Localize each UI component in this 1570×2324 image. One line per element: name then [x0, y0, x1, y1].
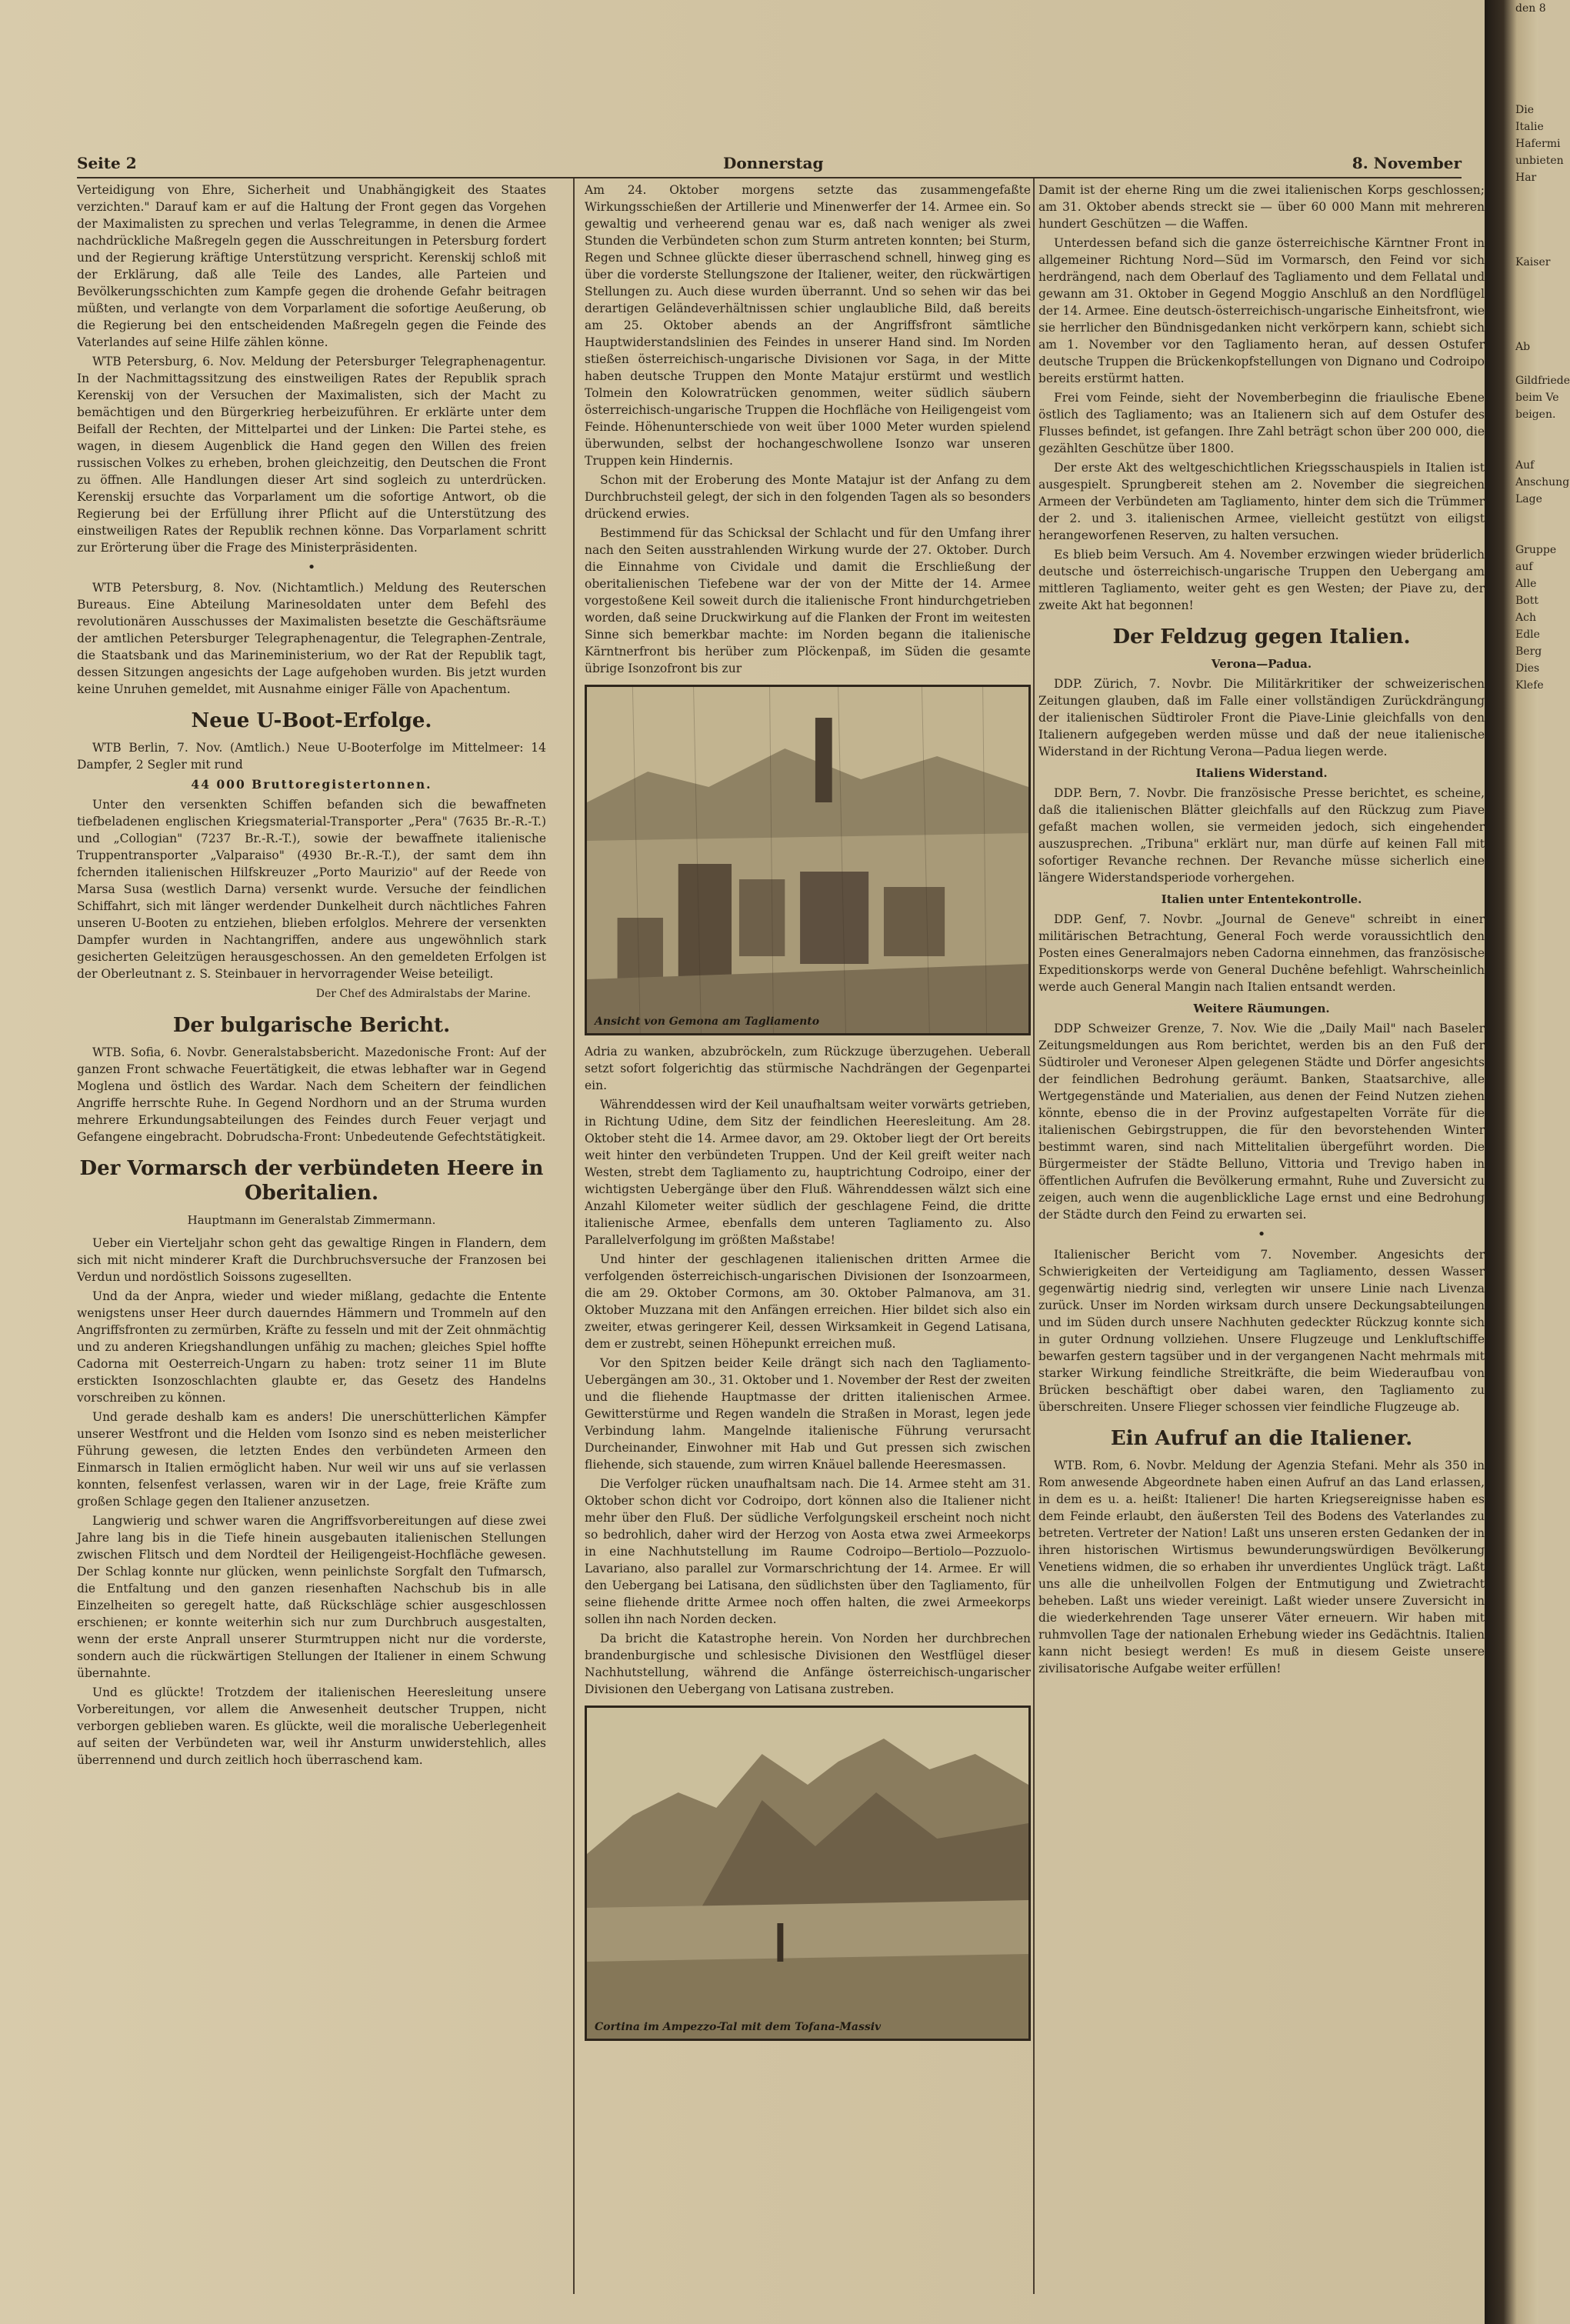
edge-fragment	[1515, 440, 1538, 457]
illustration-caption: Ansicht von Gemona am Tagliamento	[595, 1015, 820, 1028]
weekday: Donnerstag	[723, 154, 824, 172]
page-header	[77, 151, 1462, 178]
headline-uboot: Neue U-Boot-Erfolge.	[191, 709, 432, 732]
edge-fragment	[1515, 508, 1538, 525]
issue-date: 8. November	[1352, 154, 1462, 172]
edge-fragment	[1515, 305, 1538, 322]
illustration-caption: Cortina im Ampezzo-Tal mit dem Tofana-Massiv	[595, 2021, 882, 2033]
column-2	[585, 182, 1031, 2289]
edge-fragment: beigen.	[1515, 408, 1556, 421]
edge-fragment	[1515, 51, 1538, 68]
edge-fragment: Hafermi	[1515, 138, 1561, 150]
article-paragraph: Adria zu wanken, abzubröckeln, zum Rückzuge überzugehen. Ueberall setzt sofort folgerichtig das stürmische Nachdrängen der Gegenpartei ein.	[585, 1045, 1031, 1092]
edge-fragment: Bott	[1515, 595, 1538, 607]
edge-fragment	[1515, 34, 1538, 51]
article-paragraph: WTB Berlin, 7. Nov. (Amtlich.) Neue U-Booterfolge im Mittelmeer: 14 Dampfer, 2 Segler mit rund	[77, 741, 546, 772]
article-paragraph: Und es glückte! Trotzdem der italienischen Heeresleitung unsere Vorbereitungen, vor allem die Anwesenheit deutscher Truppen, nicht verborgen geblieben waren. Es glückte, weil die moralische Ueberlegenheit auf seiten der Verbündeten war, weil ihr Ansturm unwiderstehlich, alles überrennend und durch zeitlich hoch überraschend kam.	[77, 1685, 546, 1767]
column-1	[77, 182, 546, 2289]
headline-vormarsch: Der Vormarsch der verbündeten Heere in Oberitalien.	[79, 1157, 544, 1205]
edge-fragment: den 8	[1515, 2, 1546, 15]
article-paragraph: Währenddessen wird der Keil unaufhaltsam weiter vorwärts getrieben, in Richtung Udine, dem Sitz der feindlichen Heeresleitung. Am 28. Oktober steht die 14. Armee davor, am 29. Oktober liegt der Ort bereits weit hinter den verbündeten Truppen. Und der Keil greift weiter nach Westen, strebt dem Tagliamento zu, hauptrichtung Codroipo, einer der wichtigsten Uebergänge über den Fluß. Währenddessen wälzt sich eine Anzahl Kilometer weiter südlich der geschlagene Feind, die dritte italienische Armee, ebenfalls dem unteren Tagliamento zu. Also Parallelverfolgung im größten Maßstabe!	[585, 1098, 1031, 1247]
article-paragraph: WTB Petersburg, 6. Nov. Meldung der Petersburger Telegraphenagentur. In der Nachmittagssitzung des einstweiligen Rates der Republik sprach Kerenskij von der Versuchen der Maximalisten, sich der Macht zu bemächtigen und den Bürgerkrieg herbeizuführen. Er erklärte unter dem Beifall der Rechten, der Mittelpartei und der Linken: Die Partei stehe, es wagen, in diesem Augenblick die Hand gegen den Willen des freien russischen Volkes zu erheben, brohen gleichzeitig, den Deutschen die Front zu öffnen. Alle Handlungen dieser Art sind sogleich zu unterdrücken. Kerenskij ersuchte das Vorparlament um die sofortige Antwort, ob die Regierung bei der Erfüllung ihrer Pflicht auf die Unterstützung des einstweiligen Rates der Republik rechnen könne. Das Vorparlament schritt zur Erörterung über die Frage des Ministerpräsidenten.	[77, 355, 546, 555]
article-paragraph: DDP. Genf, 7. Novbr. „Journal de Geneve" schreibt in einer militärischen Betrachtung, General Foch werde voraussichtlich den Posten eines Generalmajors neben Cadorna einnehmen, das französische Expeditionskorps werde von General Duchêne befehligt. Wahrscheinlich werde auch General Mangin nach Italien entsandt werden.	[1038, 912, 1485, 994]
signature: Der Chef des Admiralstabs der Marine.	[315, 988, 531, 1000]
edge-fragment	[1515, 423, 1538, 440]
edge-fragment	[1515, 322, 1538, 338]
edge-fragment: Auf	[1515, 459, 1535, 472]
headline-aufruf: Ein Aufruf an die Italiener.	[1110, 1427, 1413, 1450]
edge-fragment: unbieten	[1515, 155, 1564, 167]
edge-fragment: Gruppe	[1515, 544, 1557, 556]
edge-fragment	[1515, 85, 1538, 102]
illustration-cortina	[585, 1705, 1031, 2041]
edge-fragment: Ab	[1515, 341, 1531, 353]
edge-fragment: Ach	[1515, 612, 1536, 624]
edge-fragment: Klefe	[1515, 679, 1544, 692]
article-paragraph: Frei vom Feinde, sieht der Novemberbeginn die friaulische Ebene östlich des Tagliamento; was an Italienern sich auf dem Ostufer des Flusses befindet, ist gefangen. Ihre Zahl beträgt schon über 200 000, die gezählten Geschütze über 1800.	[1038, 391, 1485, 455]
article-paragraph: Unter den versenkten Schiffen befanden sich die bewaffneten tiefbeladenen englischen Kriegsmaterial-Transporter „Pera" (7635 Br.-R.-T.) und „Collogian" (7237 Br.-R.-T.), sowie der bewaffnete italienische Truppentransporter „Valparaiso" (4930 Br.-R.-T.), der samt dem ihn fchernden italienischen Hilfskreuzer „Porto Maurizio" auf der Reede von Marsa Susa (westlich Darna) versenkt wurde. Versuche der feindlichen Schiffahrt, sich mit länger werdender Dunkelheit durch nächtliches Fahren unseren U-Booten zu entziehen, blieben erfolglos. Mehrere der versenkten Dampfer wurden in Nachtangriffen, andere aus ungewöhnlich stark gesicherten Geleitzügen herausgeschossen. An den gemeldeten Erfolgen ist der Oberleutnant z. S. Steinbauer in hervorragender Weise beteiligt.	[77, 798, 546, 981]
article-paragraph: WTB Petersburg, 8. Nov. (Nichtamtlich.) Meldung des Reuterschen Bureaus. Eine Abteilung Marinesoldaten unter dem Befehl des revolutionären Ausschusses der Maximalisten besetzte die Geschäftsräume der amtlichen Petersburger Telegraphenagentur, die Telegraphen-Zentrale, die Staatsbank und das Marineministerium, wo der Rat der Republik tagt, dessen Sitzungen angesichts der Lage aufgehoben wurden. Bis jetzt wurden keine Unruhen gemeldet, mit Ausnahme einiger Fälle von Apachentum.	[77, 581, 546, 696]
headline-bulgarian-report: Der bulgarische Bericht.	[172, 1014, 451, 1037]
tonnage-line: 44 000 Bruttoregistertonnen.	[191, 777, 432, 792]
subheading: Verona—Padua.	[1211, 657, 1312, 671]
edge-fragment	[1515, 186, 1538, 203]
article-paragraph: Es blieb beim Versuch. Am 4. November erzwingen wieder brüderlich deutsche und österreichisch-ungarische Truppen den Uebergang am mittleren Tagliamento, weiter geht es gen Westen; der Piave zu, der zweite Akt hat begonnen!	[1038, 548, 1485, 612]
page-number: Seite 2	[77, 154, 137, 172]
edge-fragment	[1515, 525, 1538, 542]
facing-page-fragments	[1515, 0, 1570, 694]
edge-fragment: beim Ve	[1515, 392, 1559, 404]
article-paragraph: WTB. Sofia, 6. Novbr. Generalstabsbericht. Mazedonische Front: Auf der ganzen Front schwache Feuertätigkeit, die etwas lebhafter war in Gegend Moglena und östlich des Wardar. Nach dem Scheitern der feindlichen Angriffe herrschte Ruhe. In Gegend Nordhorn und an der Struma wurden mehrere Erkundungsabteilungen des Feindes durch Feuer verjagt und Gefangene eingebracht. Dobrudscha-Front: Unbedeutende Gefechtstätigkeit.	[77, 1045, 546, 1144]
edge-fragment: Die	[1515, 104, 1534, 116]
edge-fragment: auf	[1515, 561, 1533, 573]
edge-fragment: Edle	[1515, 629, 1540, 641]
article-paragraph: Verteidigung von Ehre, Sicherheit und Unabhängigkeit des Staates verzichten." Darauf kam er auf die Haltung der Front gegen das Vorgehen der Maximalisten zu sprechen und verlas Telegramme, in denen die Armee nachdrückliche Maßregeln gegen die Ausschreitungen in Petersburg fordert und der Regierung kräftige Unterstützung verspricht. Kerenskij schloß mit der Erklärung, daß alle Teile des Landes, alle Parteien und Bevölkerungsschichten zum Kampfe gegen die drohende Gefahr beitragen müßten, und verlangte von dem Vorparlament die sofortige Aeußerung, ob die Regierung bei den entscheidenden Maßregeln gegen die Feinde des Vaterlandes auf seine Hilfe zählen könne.	[77, 183, 546, 349]
edge-fragment: Kaiser	[1515, 256, 1551, 268]
town-illustration	[587, 687, 1028, 1033]
article-paragraph: Die Verfolger rücken unaufhaltsam nach. Die 14. Armee steht am 31. Oktober schon dicht vor Codroipo, dort können also die Italiener nicht mehr über den Fluß. Der südliche Verfolgungskeil erscheint noch nicht so bedrohlich, daher wird der Herzog von Aosta etwa zwei Armeekorps in eine Nachhutstellung im Raume Codroipo—Bertiolo—Pozzuolo-Lavariano, also parallel zur Vormarschrichtung der 14. Armee. Er will den Uebergang bei Latisana, den südlichsten über den Tagliamento, für seine fliehende dritte Armee noch offen halten, die zwei Armeekorps sollen ihn nach Norden decken.	[585, 1477, 1031, 1626]
column-rule	[1033, 178, 1035, 2294]
edge-fragment	[1515, 220, 1538, 237]
article-paragraph: DDP. Bern, 7. Novbr. Die französische Presse berichtet, es scheine, daß die italienischen Blätter gleichfalls auf den Rückzug zum Piave gefaßt machen wollen, sie vermeiden jedoch, sich eingehender auszusprechen. „Tribuna" erklärt nur, man dürfe auf keinen Fall mit sofortiger Revanche rechnen. Der Revanche müsse sicherlich eine längere Widerstandsperiode vorhergehen.	[1038, 786, 1485, 885]
article-paragraph: Am 24. Oktober morgens setzte das zusammengefaßte Wirkungsschießen der Artillerie und Minenwerfer der 14. Armee ein. So gewaltig und verheerend genau war es, daß nach weniger als zwei Stunden die Verbündeten schon zum Sturm antreten konnten; bei Sturm, Regen und Schnee glückte dieser überraschend schnell, hinweg ging es über die vorderste Stellungszone der Italiener, weiter, den rückwärtigen Stellungen zu. Auch diese wurden überrannt. Und so sehen wir das bei derartigen Geländeverhältnissen schier unglaubliche Bild, daß bereits am 25. Oktober abends an der Angriffsfront sämtliche Hauptwiderstandslinien des Feindes in unserer Hand sind. Im Norden stießen österreichisch-ungarische Divisionen vor Saga, in der Mitte haben deutsche Truppen den Monte Matajur erstürmt und westlich Tolmein den Kolowratrücken genommen, weiter südlich säubern österreichisch-ungarische Truppen die Hochfläche von Heiligengeist vom Feinde. Höhenunterschiede von weit über 1000 Meter wurden spielend überwunden, selbst der hochangeschwollene Isonzo war unseren Truppen kein Hindernis.	[585, 183, 1031, 468]
subheading: Italien unter Ententekontrolle.	[1161, 892, 1362, 906]
mountain-illustration	[587, 1708, 1028, 2039]
article-paragraph: Bestimmend für das Schicksal der Schlacht und für den Umfang ihrer nach den Seiten ausstrahlenden Wirkung wurde der 27. Oktober. Durch die Einnahme von Cividale und damit die Erschließung der oberitalienischen Tiefebene war der von der Mitte der 14. Armee vorgestoßene Keil soweit durch die italienische Front hindurchgetrieben worden, daß seine Druckwirkung auf die Flanken der Front im weitesten Sinne sich bemerkbar machte: im Norden begann die italienische Kärntnerfront bis herüber zum Plöckenpaß, im Süden die gesamte übrige Isonzofront bis zur	[585, 526, 1031, 675]
column-rule	[573, 178, 575, 2294]
article-paragraph: Langwierig und schwer waren die Angriffsvorbereitungen auf diese zwei Jahre lang bis in die Tiefe hinein ausgebauten italienischen Stellungen zwischen Flitsch und dem Nordteil der Heiligengeist-Hochfläche gewesen. Der Schlag konnte nur glücken, wenn peinlichste Sorgfalt den Tufmarsch, die Entfaltung und den ganzen riesenhaften Nachschub bis in alle Einzelheiten so geregelt hatte, daß Rückschläge schier ausgeschlossen erschienen; er konnte weiterhin sich nur zum Durchbruch ausgestalten, wenn der erste Anprall unserer Sturmtruppen nicht nur die vorderste, sondern auch die rückwärtigen Stellungen der Italiener in einem Schwung übernahnte.	[77, 1514, 546, 1680]
subheading: Italiens Widerstand.	[1195, 766, 1328, 780]
article-paragraph: WTB. Rom, 6. Novbr. Meldung der Agenzia Stefani. Mehr als 350 in Rom anwesende Abgeordnete haben einen Aufruf an das Land erlassen, in dem es u. a. heißt: Italiener! Die harten Kriegsereignisse haben es dem Feinde erlaubt, den äußersten Teil des Bodens des Vaterlandes zu betreten. Vertreter der Nation! Laßt uns unseren ersten Gedanken der in ihren historischen Wirtismus bewunderungswürdigen Bevölkerung Venetiens widmen, die so erhaben ihr unverdientes Unglück trägt. Laßt uns alle die unheilvollen Folgen der Entmutigung und Zwietracht beheben. Laßt uns wieder vereinigt. Laßt wieder unsere Zuversicht in die wiederkehrenden Tage unserer Väter erneuern. Wir haben mit ruhmvollen Tage der nationalen Erhebung wieder ins Gedächtnis. Italien kann nicht besiegt werden! Es muß in diesem Geiste unsere zivilisatorische Aufgabe weiter erfüllen!	[1038, 1459, 1485, 1675]
edge-fragment: Lage	[1515, 493, 1542, 505]
edge-fragment: Anschung	[1515, 476, 1570, 488]
edge-fragment	[1515, 68, 1538, 85]
illustration-gemona	[585, 685, 1031, 1035]
headline-feldzug: Der Feldzug gegen Italien.	[1112, 625, 1411, 649]
article-paragraph: Und da der Anpra, wieder und wieder mißlang, gedachte die Entente wenigstens unser Heer durch dauerndes Hämmern und Trommeln auf den Angriffsfronten zu zermürben, Kräfte zu fesseln und mit der Zeit ohnmächtig und zu anderen Kriegshandlungen unfähig zu machen; gleiches Spiel hoffte Cadorna mit Oesterreich-Ungarn zu haben: trotz seiner 11 im Blute erstickten Isonzoschlachten glaubte er, das Gesetz des Handelns vorschreiben zu können.	[77, 1289, 546, 1405]
article-paragraph: Vor den Spitzen beider Keile drängt sich nach den Tagliamento-Uebergängen am 30., 31. Oktober und 1. November der Rest der zweiten und die fliehende Hauptmasse der dritten italienischen Armee. Gewitterstürme und Regen wandeln die Straßen in Morast, legen jede Verbindung lahm. Mangelnde italienische Führung verursacht Durcheinander, Einwohner mit Hab und Gut pressen sich zwischen fliehende, sich stauende, zum wirren Knäuel ballende Heeresmassen.	[585, 1356, 1031, 1472]
byline: Hauptmann im Generalstab Zimmermann.	[187, 1213, 436, 1227]
edge-fragment	[1515, 17, 1538, 34]
edge-fragment	[1515, 237, 1538, 254]
edge-fragment	[1515, 271, 1538, 288]
article-paragraph: Ueber ein Vierteljahr schon geht das gewaltige Ringen in Flandern, dem sich mit nicht minderer Kraft die Durchbruchsversuche der Franzosen bei Verdun und nordöstlich Soissons zugesellten.	[77, 1236, 546, 1284]
article-paragraph: DDP. Zürich, 7. Novbr. Die Militärkritiker der schweizerischen Zeitungen glauben, daß im Falle einer vollständigen Zurückdrängung der italienischen Südtiroler Front die Piave-Linie gleichfalls von den Italienern aufgegeben werden müsse und daß der neue italienische Widerstand in der Richtung Verona—Padua liegen werde.	[1038, 677, 1485, 759]
edge-fragment: Gildfriede	[1515, 375, 1570, 387]
edge-fragment: Italie	[1515, 121, 1544, 133]
edge-fragment	[1515, 355, 1538, 372]
article-paragraph: Unterdessen befand sich die ganze österreichische Kärntner Front in allgemeiner Richtung Nord—Süd im Vormarsch, den Feind vor sich herdrängend, nach dem Oberlauf des Tagliamento und dem Fellatal und gewann am 31. Oktober in Gegend Moggio Anschluß an den Nordflügel der 14. Armee. Eine deutsch-österreichisch-ungarische Einheitsfront, wie sie herrlicher den Bündnisgedanken nicht verkörpern kann, schiebt sich am 1. November vor den Tagliamento heran, auf dessen Ostufer deutsche Truppen die Brückenkopfstellungen von Dignano und Codroipo bereits erstürmt hatten.	[1038, 236, 1485, 385]
article-paragraph: Der erste Akt des weltgeschichtlichen Kriegsschauspiels in Italien ist ausgespielt. Sprungbereit stehen am 2. November die siegreichen Armeen der Verbündeten am Tagliamento, hinter dem sich die Trümmer der 2. und 3. italienischen Armee, vielleicht gestützt von eiligst herangeworfenen Reserven, zu halten versuchen.	[1038, 461, 1485, 542]
article-paragraph: Damit ist der eherne Ring um die zwei italienischen Korps geschlossen; am 31. Oktober abends streckt sie — über 60 000 Mann mit mehreren hundert Geschützen — die Waffen.	[1038, 183, 1485, 231]
article-paragraph: Italienischer Bericht vom 7. November. Angesichts der Schwierigkeiten der Verteidigung am Tagliamento, dessen Wasser gegenwärtig niedrig sind, verlegten wir unsere Linie nach Livenza zurück. Unser im Norden wirksam durch unsere Deckungsabteilungen und im Süden durch unsere Nachhuten gedeckter Rückzug konnte sich in guter Ordnung vollziehen. Unsere Flugzeuge und Lenkluftschiffe bewarfen gestern tagsüber und in der vergangenen Nacht mehrmals mit starker Wirkung feindliche Streitkräfte, die beim Wiederaufbau von Brücken beschäftigt ober dabei waren, den Tagliamento zu überschreiten. Unsere Flieger schossen vier feindliche Flugzeuge ab.	[1038, 1248, 1485, 1414]
article-paragraph: Da bricht die Katastrophe herein. Von Norden her durchbrechen brandenburgische und schlesische Divisionen den Westflügel dieser Nachhutstellung, während die Anfänge österreichisch-ungarischer Divisionen den Uebergang von Latisana zustreben.	[585, 1632, 1031, 1696]
edge-fragment: Dies	[1515, 662, 1540, 675]
article-paragraph: Und gerade deshalb kam es anders! Die unerschütterlichen Kämpfer unserer Westfront und die Helden vom Isonzo sind es neben meisterlicher Führung gewesen, die letzten Endes den verbündeten Armeen den Einmarsch in Italien ermöglicht haben. Nur weil wir uns auf sie verlassen konnten, felsenfest verlassen, waren wir in der Lage, freie Kräfte zum großen Schlage gegen den Italiener anzusetzen.	[77, 1410, 546, 1509]
facing-page-edge	[1485, 0, 1570, 2324]
column-3	[1038, 182, 1485, 2289]
subheading: Weitere Räumungen.	[1193, 1002, 1330, 1015]
edge-fragment	[1515, 203, 1538, 220]
article-paragraph: Schon mit der Eroberung des Monte Matajur ist der Anfang zu dem Durchbruchsteil gelegt, der sich in den folgenden Tagen als so besonders drückend erwies.	[585, 473, 1031, 521]
article-paragraph: Und hinter der geschlagenen italienischen dritten Armee die verfolgenden österreichisch-ungarischen Divisionen der Isonzoarmeen, die am 29. Oktober Cormons, am 30. Oktober Palmanova, am 31. Oktober Muzzana mit den Anfängen erreichen. Hier bildet sich also ein zweiter, etwas geringerer Keil, dessen Wirksamkeit in Gegend Latisana, dem er zustrebt, seinen Höhepunkt erreichen muß.	[585, 1252, 1031, 1351]
separator: •	[307, 559, 316, 575]
edge-fragment	[1515, 288, 1538, 305]
edge-fragment: Alle	[1515, 578, 1537, 590]
separator: •	[1257, 1226, 1266, 1242]
article-paragraph: DDP Schweizer Grenze, 7. Nov. Wie die „Daily Mail" nach Baseler Zeitungsmeldungen aus Rom berichtet, werden bis an den Fuß der Südtiroler und Veroneser Alpen gelegenen Städte und Dörfer angesichts der feindlichen Bedrohung geräumt. Banken, Staatsarchive, alle Wertgegenstände und Materialien, aus denen der Feind Nutzen ziehen könnte, ebenso die in der Provinz aufgestapelten Vorräte für die italienischen Gebirgstruppen, die für den bevorstehenden Winter bestimmt waren, sind nach Mittelitalien übergeführt worden. Die Bürgermeister der Städte Belluno, Vittoria und Trevigo haben in öffentlichen Aufrufen die Bevölkerung ermahnt, Ruhe und Zuversicht zu zeigen, auch wenn die augenblickliche Lage ernst und eine Bedrohung der Städte durch den Feind zu erwarten sei.	[1038, 1022, 1485, 1222]
edge-fragment: Har	[1515, 172, 1537, 184]
edge-fragment: Berg	[1515, 645, 1542, 658]
